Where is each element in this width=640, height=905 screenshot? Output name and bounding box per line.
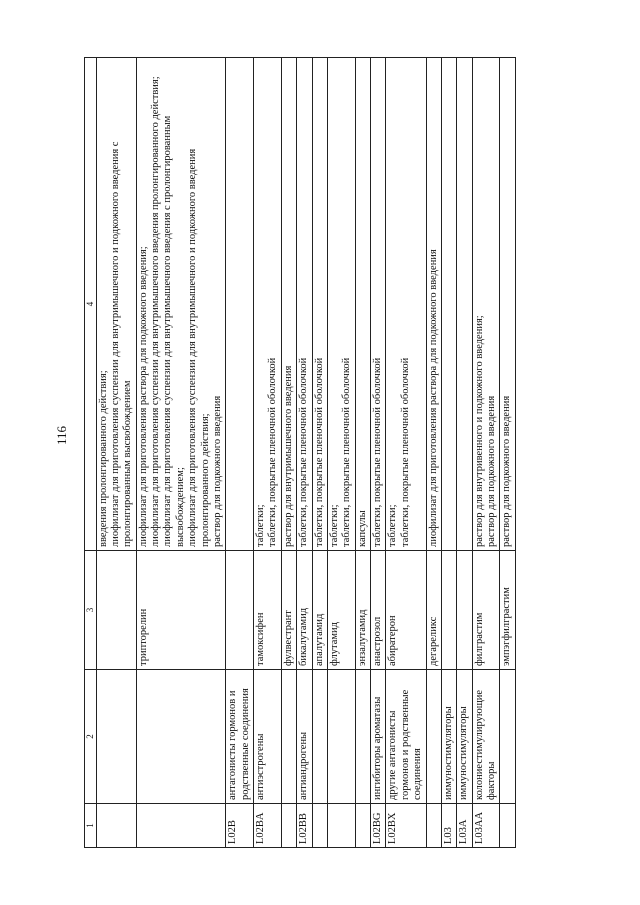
table-row xyxy=(355,58,370,848)
dosage-form: введения пролонгированного действия; xyxy=(97,370,109,547)
table-row xyxy=(254,58,282,848)
atc-code-cell: L02B xyxy=(226,804,254,848)
atc-code-cell xyxy=(355,804,370,848)
atc-code-cell xyxy=(281,804,296,848)
drug-name-cell: абиратерон xyxy=(386,551,426,670)
drug-name-cell: тамоксифен xyxy=(254,551,282,670)
table-row xyxy=(457,58,472,848)
dosage-forms-cell xyxy=(457,58,472,551)
drug-name-cell: эмпэгфилграстим xyxy=(500,551,515,670)
dosage-forms-cell xyxy=(96,58,136,551)
atc-code-cell xyxy=(136,804,226,848)
drug-name-cell xyxy=(441,551,456,670)
dosage-forms-cell xyxy=(254,58,282,551)
dosage-form: лиофилизат для приготовления суспензии для внутримышечного введения с пролонгированным высвобождением; xyxy=(162,115,186,547)
dosage-form: раствор для внутривенного и подкожного введения; xyxy=(473,315,485,547)
table-row xyxy=(96,58,136,848)
atc-code-cell xyxy=(312,804,327,848)
dosage-forms-cell xyxy=(500,58,515,551)
group-name-cell: ингибиторы ароматазы xyxy=(371,670,386,804)
dosage-forms-cell xyxy=(355,58,370,551)
group-name-cell xyxy=(96,670,136,804)
dosage-forms-cell xyxy=(226,58,254,551)
atc-code-cell xyxy=(327,804,355,848)
atc-code-cell: L02BX xyxy=(386,804,426,848)
group-name-cell: колониестимулирующие факторы xyxy=(472,670,500,804)
atc-code-cell: L03AA xyxy=(472,804,500,848)
group-name-cell xyxy=(355,670,370,804)
dosage-forms-cell xyxy=(472,58,500,551)
dosage-forms-cell xyxy=(297,58,312,551)
header-col-1: 1 xyxy=(85,804,97,848)
group-name-cell: иммуностимуляторы xyxy=(457,670,472,804)
header-col-3: 3 xyxy=(85,551,97,670)
table-row xyxy=(500,58,515,848)
dosage-forms-cell xyxy=(327,58,355,551)
table-body xyxy=(96,58,515,848)
drug-name-cell: анастрозол xyxy=(371,551,386,670)
drug-name-cell: апалутамид xyxy=(312,551,327,670)
atc-code-cell xyxy=(96,804,136,848)
dosage-form: лиофилизат для приготовления суспензии для внутримышечного и подкожного введения с пролонгированным высвобождением xyxy=(109,141,134,547)
dosage-forms-cell xyxy=(371,58,386,551)
dosage-form: раствор для внутримышечного введения xyxy=(282,365,294,547)
drug-table xyxy=(84,57,516,848)
dosage-forms-cell xyxy=(441,58,456,551)
page-number: 116 xyxy=(54,425,69,445)
table-container xyxy=(84,58,639,848)
dosage-form: лиофилизат для приготовления раствора для подкожного введения; xyxy=(137,246,149,547)
table-row xyxy=(327,58,355,848)
table-row xyxy=(426,58,441,848)
group-name-cell xyxy=(500,670,515,804)
dosage-form: таблетки, покрытые пленочной оболочкой xyxy=(313,357,325,547)
group-name-cell xyxy=(281,670,296,804)
drug-name-cell xyxy=(457,551,472,670)
group-name-cell: антиандрогены xyxy=(297,670,312,804)
group-name-cell xyxy=(312,670,327,804)
drug-name-cell: бикалутамид xyxy=(297,551,312,670)
table-row xyxy=(472,58,500,848)
dosage-form: раствор для подкожного введения xyxy=(211,395,223,547)
atc-code-cell: L02BB xyxy=(297,804,312,848)
dosage-forms-cell xyxy=(312,58,327,551)
table-row xyxy=(281,58,296,848)
table-row xyxy=(226,58,254,848)
drug-name-cell xyxy=(96,551,136,670)
table-row xyxy=(136,58,226,848)
table-row xyxy=(371,58,386,848)
drug-name-cell: трипторелин xyxy=(136,551,226,670)
drug-name-cell: дегареликс xyxy=(426,551,441,670)
header-row xyxy=(85,58,97,848)
atc-code-cell: L02BA xyxy=(254,804,282,848)
dosage-form: лиофилизат для приготовления суспензии для внутримышечного и подкожного введения пролонгированного действия; xyxy=(187,148,211,547)
dosage-form: таблетки; xyxy=(328,504,340,547)
dosage-form: таблетки, покрытые пленочной оболочкой xyxy=(372,357,384,547)
atc-code-cell: L03 xyxy=(441,804,456,848)
atc-code-cell: L02BG xyxy=(371,804,386,848)
dosage-form: раствор для подкожного введения xyxy=(486,395,498,547)
dosage-form: раствор для подкожного введения xyxy=(501,395,513,547)
group-name-cell: антиэстрогены xyxy=(254,670,282,804)
dosage-form: лиофилизат для приготовления суспензии для внутримышечного введения пролонгированного действия; xyxy=(150,76,162,547)
group-name-cell: другие антагонисты гормонов и родственные соединения xyxy=(386,670,426,804)
dosage-form: лиофилизат для приготовления раствора для подкожного введения xyxy=(427,249,439,547)
table-row xyxy=(441,58,456,848)
dosage-form: капсулы xyxy=(356,510,368,547)
drug-name-cell: флутамид xyxy=(327,551,355,670)
dosage-form: таблетки, покрытые пленочной оболочкой xyxy=(341,357,353,547)
drug-name-cell: филграстим xyxy=(472,551,500,670)
drug-name-cell: энзалутамид xyxy=(355,551,370,670)
atc-code-cell xyxy=(500,804,515,848)
dosage-forms-cell xyxy=(281,58,296,551)
group-name-cell xyxy=(136,670,226,804)
group-name-cell: антагонисты гормонов и родственные соединения xyxy=(226,670,254,804)
drug-name-cell xyxy=(226,551,254,670)
dosage-forms-cell xyxy=(426,58,441,551)
dosage-form: таблетки; xyxy=(255,504,267,547)
dosage-form: таблетки, покрытые пленочной оболочкой xyxy=(298,357,310,547)
group-name-cell: иммуностимуляторы xyxy=(441,670,456,804)
dosage-form: таблетки, покрытые пленочной оболочкой xyxy=(399,357,411,547)
atc-code-cell xyxy=(426,804,441,848)
drug-name-cell: фулвестрант xyxy=(281,551,296,670)
group-name-cell xyxy=(426,670,441,804)
dosage-forms-cell xyxy=(136,58,226,551)
dosage-form: таблетки, покрытые пленочной оболочкой xyxy=(267,357,279,547)
group-name-cell xyxy=(327,670,355,804)
dosage-forms-cell xyxy=(386,58,426,551)
table-row xyxy=(312,58,327,848)
header-col-2: 2 xyxy=(85,670,97,804)
header-col-4: 4 xyxy=(85,58,97,551)
atc-code-cell: L03A xyxy=(457,804,472,848)
table-row xyxy=(386,58,426,848)
dosage-form: таблетки; xyxy=(387,504,399,547)
table-row xyxy=(297,58,312,848)
